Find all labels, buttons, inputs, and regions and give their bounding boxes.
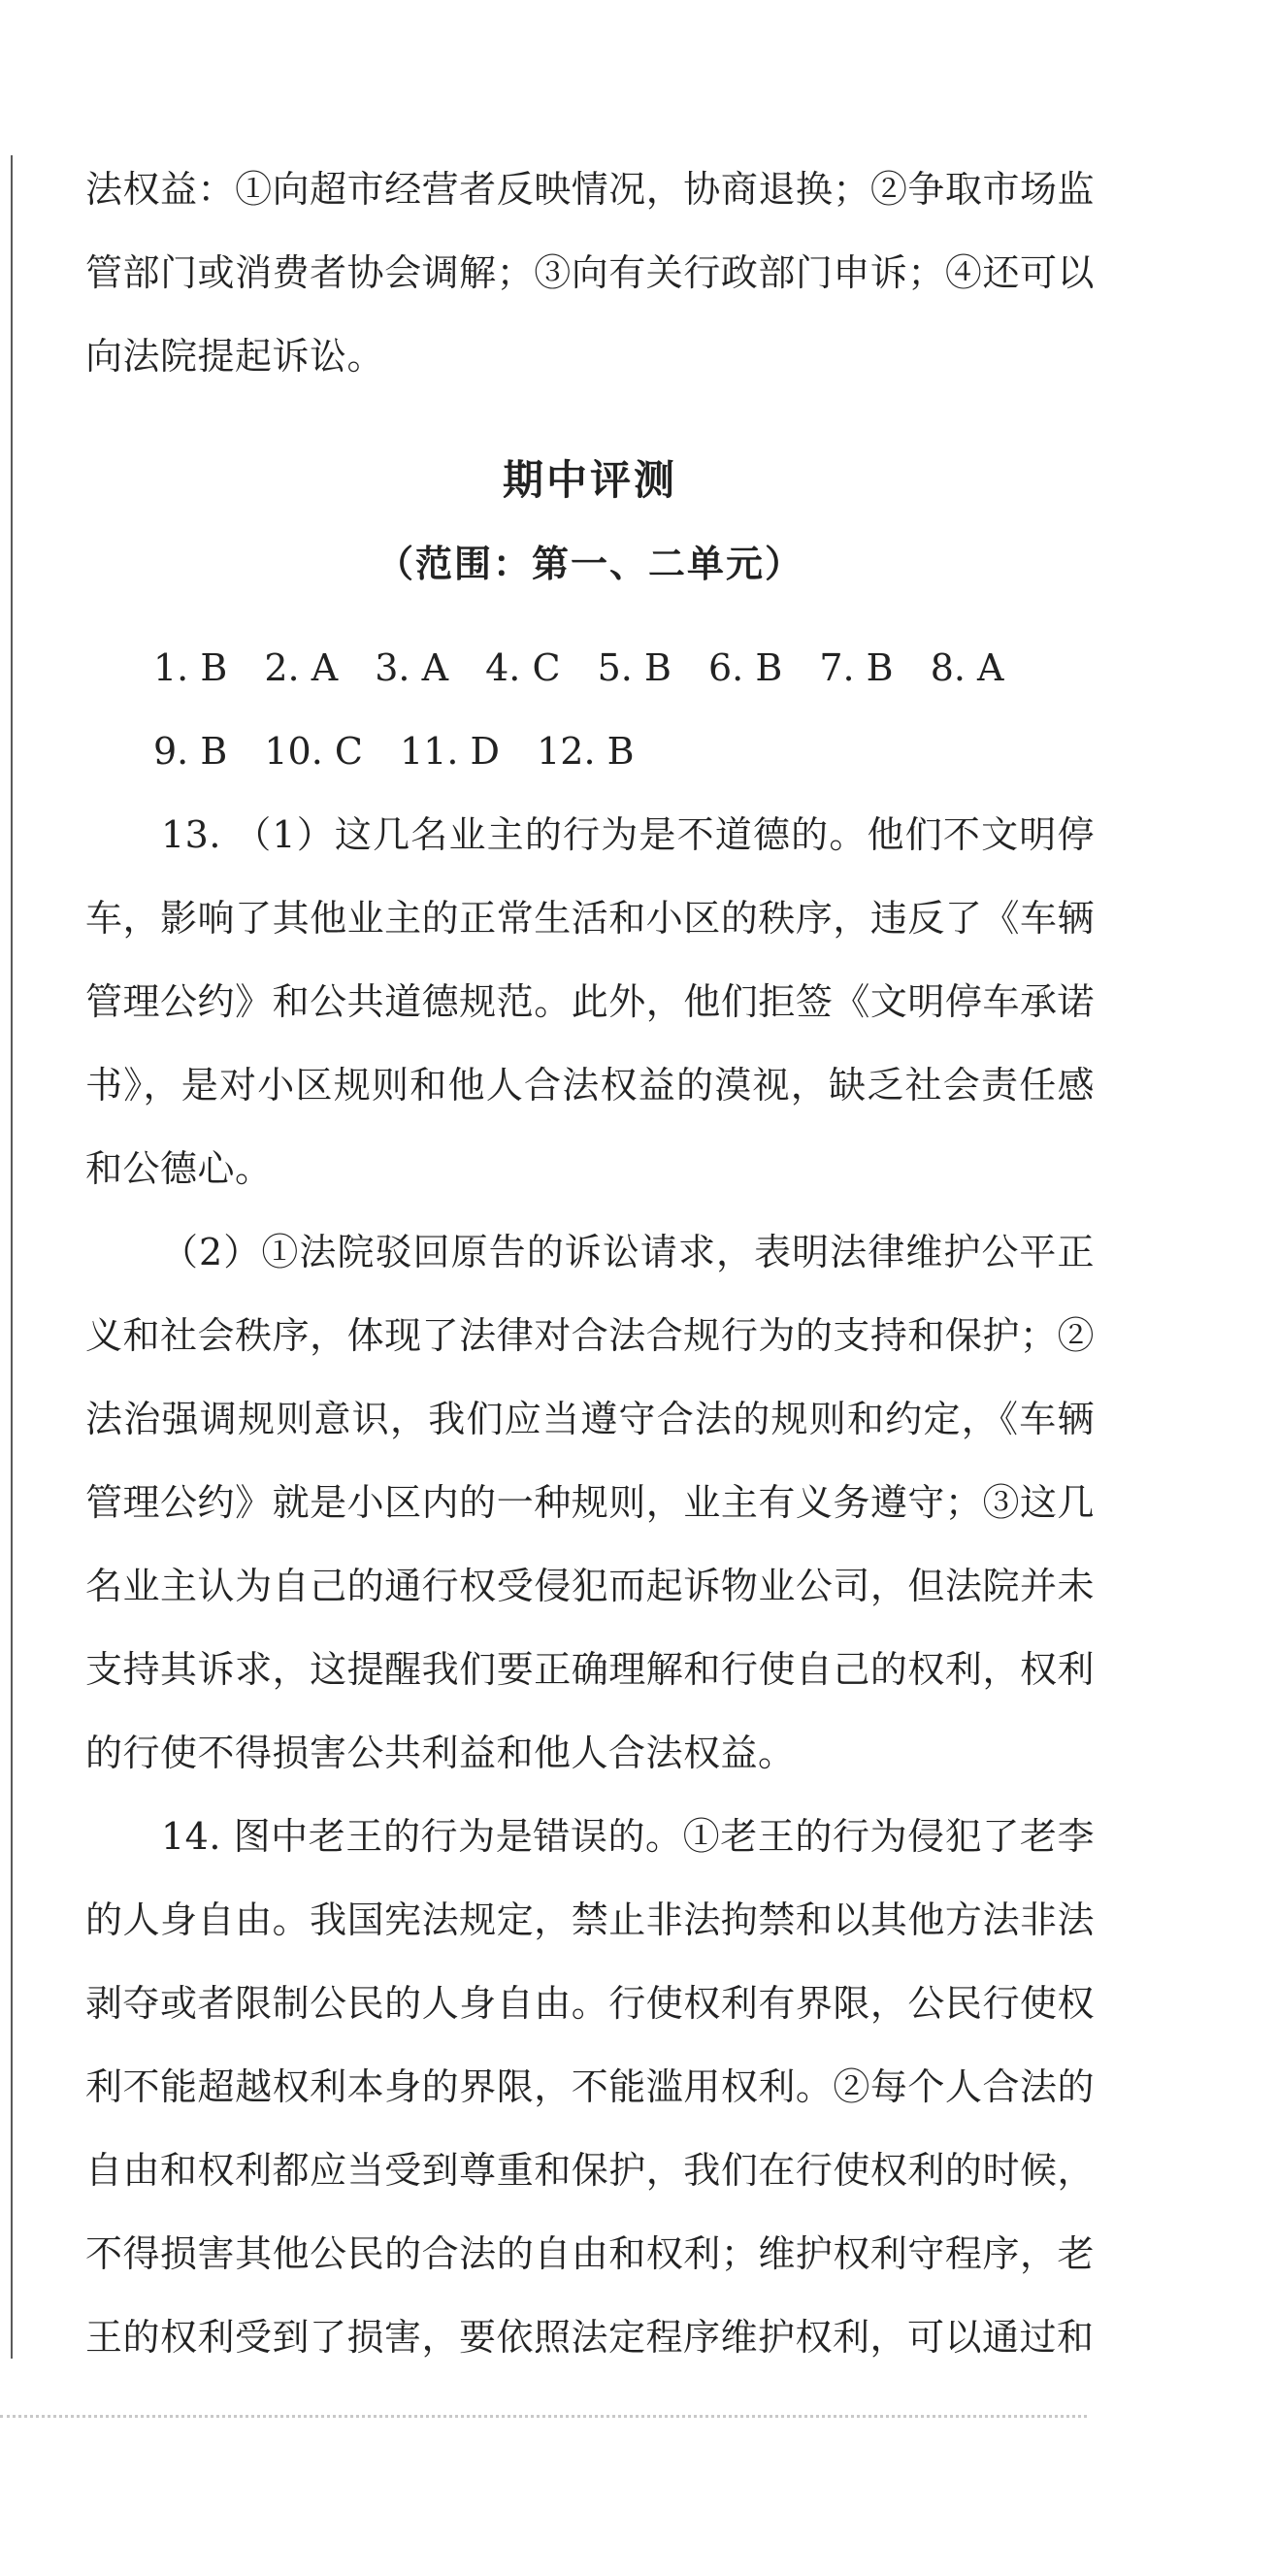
answer-item: 11. D	[400, 730, 501, 773]
answer-item: 4. C	[485, 646, 561, 689]
section-subtitle: （范围：第一、二单元）	[376, 542, 803, 585]
answer-item: 2. A	[264, 646, 339, 689]
answer-item: 3. A	[375, 646, 449, 689]
answer-item: 5. B	[597, 646, 672, 689]
page-content	[85, 0, 1095, 2379]
section-title: 期中评测	[502, 456, 677, 504]
answer-item: 10. C	[264, 730, 363, 773]
answer-item: 9. B	[153, 730, 228, 773]
answer-item: 6. B	[707, 646, 783, 689]
question-13-part-2: （2）①法院驳回原告的诉讼请求，表明法律维护公平正义和社会秩序，体现了法律对合法合规行为的支持和保护；②法治强调规则意识，我们应当遵守合法的规则和约定，《车辆管理公约》就是小区内的一种规则，业主有义务遵守；③这几名业主认为自己的通行权受侵犯而起诉物业公司，但法院并未支持其诉求，这提醒我们要正确理解和行使自己的权利，权利的行使不得损害公共利益和他人合法权益。	[85, 1231, 1095, 1774]
question-14: 14. 图中老王的行为是错误的。①老王的行为侵犯了老李的人身自由。我国宪法规定，禁止非法拘禁和以其他方法非法剥夺或者限制公民的人身自由。行使权利有界限，公民行使权利不能超越权利本身的界限，不能滥用权利。②每个人合法的自由和权利都应当受到尊重和保护，我们在行使权利的时候，不得损害其他公民的合法的自由和权利；维护权利守程序，老王的权利受到了损害，要依照法定程序维护权利，可以通过和	[85, 1815, 1095, 2359]
question-13-part-1: 13. （1）这几名业主的行为是不道德的。他们不文明停车，影响了其他业主的正常生活和小区的秩序，违反了《车辆管理公约》和公共道德规范。此外，他们拒签《文明停车承诺书》，是对小区规则和他人合法权益的漠视，缺乏社会责任感和公德心。	[85, 813, 1095, 1190]
answer-item: 12. B	[537, 730, 635, 773]
answer-row-1	[85, 626, 1095, 710]
answer-item: 8. A	[930, 646, 1004, 689]
answer-item: 1. B	[153, 646, 228, 689]
bottom-dotted-rule	[0, 2415, 1087, 2418]
answer-item: 7. B	[819, 646, 894, 689]
intro-paragraph: 法权益：①向超市经营者反映情况，协商退换；②争取市场监管部门或消费者协会调解；③向有关行政部门申诉；④还可以向法院提起诉讼。	[85, 168, 1095, 378]
answer-row-2	[85, 710, 1095, 793]
answer-key	[85, 626, 1095, 793]
binding-margin-line	[11, 155, 13, 2359]
